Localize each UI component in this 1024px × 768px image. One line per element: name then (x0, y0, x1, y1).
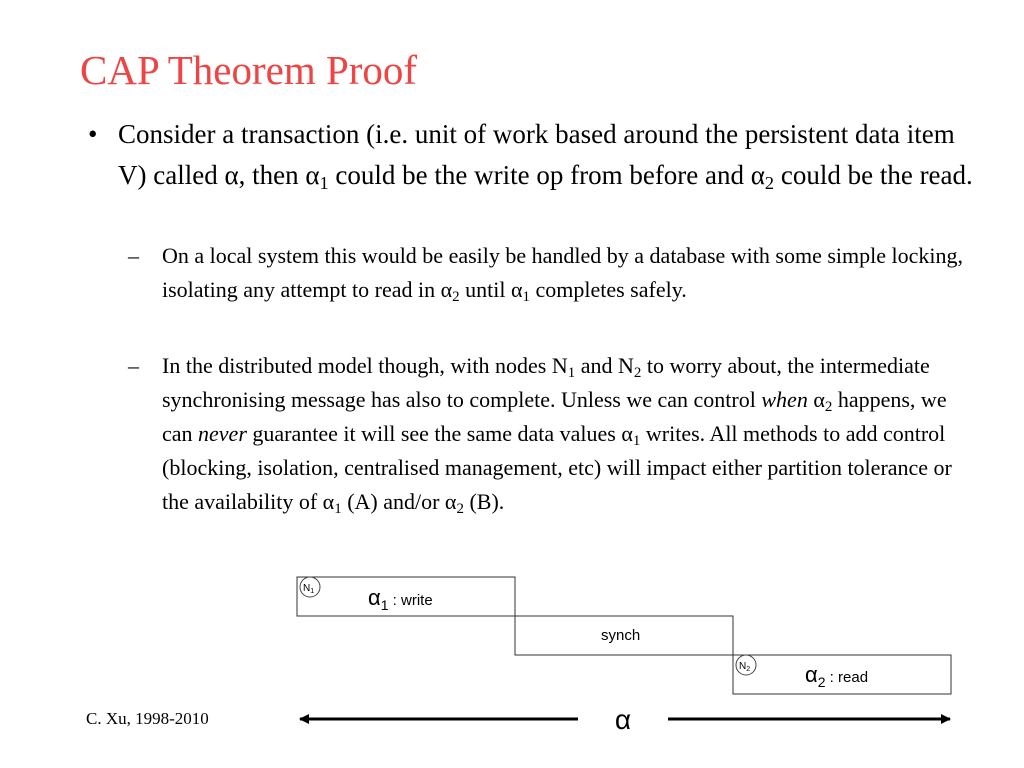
slide-title: CAP Theorem Proof (80, 47, 418, 93)
write-label: α1 : write (368, 585, 433, 613)
sub-bullet-1-text: On a local system this would be easily be handled by a database with some simple locking, isolating any attempt to read in $\alpha_2$ until $\alpha_1$ completes safely. (162, 243, 963, 306)
synch-label: synch (601, 627, 641, 644)
read-label: α2 : read (805, 662, 869, 690)
span-alpha-label: α (614, 704, 632, 735)
sub-bullet-2-text: In the distributed model though, with nodes $N_1$ and $N_2$ to worry about, the intermediate synchronising message has also to complete. Unless we can control when $\alpha_2$ happens, we can never guarantee it will see the same data values $\alpha_1$ writes. All methods to add control (blocking, isolation, centralised management, etc) will impact either partition tolerance or the availability of $\alpha_1$ (A) and/or $\alpha_2$ (B). (162, 353, 952, 518)
bullet-marker: • (88, 119, 98, 149)
node-n2-label: $N_2$ (739, 661, 751, 673)
node-n1-label: $N_1$ (303, 583, 315, 595)
main-bullet-text: Consider a transaction (i.e. unit of work based around the persistent data item V) called α, then $\alpha_1$ could be the write op from before and $\alpha_2$ could be the read. (118, 119, 973, 193)
sub-bullet-marker-1: – (128, 243, 139, 268)
footer-credit: C. Xu, 1998-2010 (86, 709, 209, 728)
sub-bullet-marker-2: – (128, 353, 139, 378)
